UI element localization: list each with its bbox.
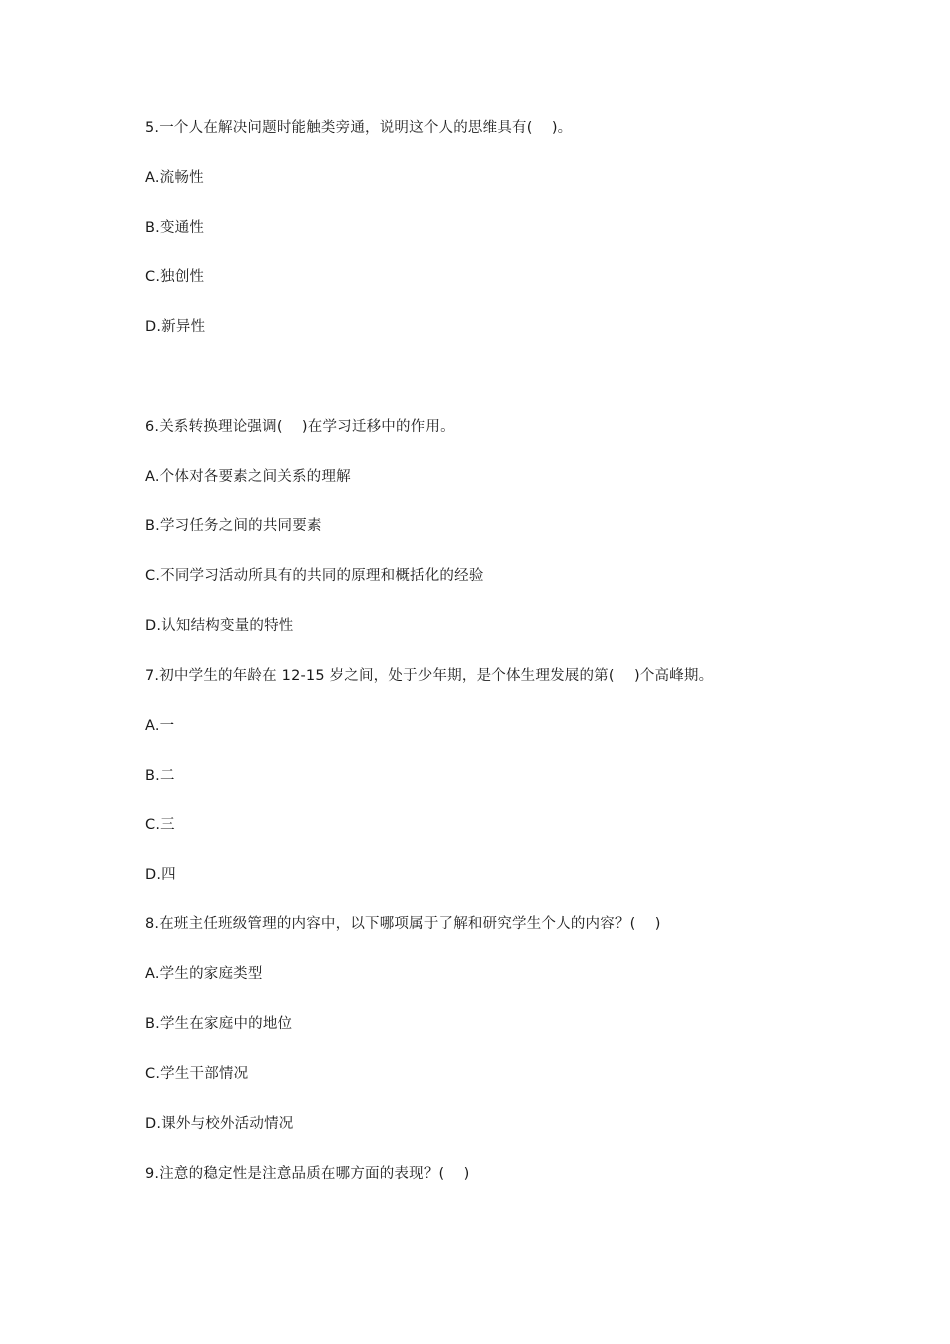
question-7-option-a: A.一	[145, 718, 175, 734]
question-8-option-d: D.课外与校外活动情况	[145, 1116, 294, 1132]
question-6-stem: 6.关系转换理论强调( )在学习迁移中的作用。	[145, 419, 455, 435]
question-6-option-a: A.个体对各要素之间关系的理解	[145, 469, 351, 485]
question-5-option-b: B.变通性	[145, 220, 205, 236]
question-6-option-b: B.学习任务之间的共同要素	[145, 518, 322, 534]
question-7-stem: 7.初中学生的年龄在 12-15 岁之间，处于少年期，是个体生理发展的第( )个高峰期。	[145, 668, 714, 684]
question-5-stem: 5.一个人在解决问题时能触类旁通，说明这个人的思维具有( )。	[145, 120, 573, 136]
question-8-option-a: A.学生的家庭类型	[145, 966, 263, 982]
question-9-stem: 9.注意的稳定性是注意品质在哪方面的表现？( )	[145, 1166, 470, 1182]
question-5-option-c: C.独创性	[145, 269, 205, 285]
question-8-option-b: B.学生在家庭中的地位	[145, 1016, 293, 1032]
question-7-option-b: B.二	[145, 768, 175, 784]
question-7-option-c: C.三	[145, 817, 175, 833]
question-8-option-c: C.学生干部情况	[145, 1066, 249, 1082]
question-6-option-d: D.认知结构变量的特性	[145, 618, 294, 634]
question-7-option-d: D.四	[145, 867, 176, 883]
question-5-option-a: A.流畅性	[145, 170, 204, 186]
question-6-option-c: C.不同学习活动所具有的共同的原理和概括化的经验	[145, 568, 484, 584]
question-8-stem: 8.在班主任班级管理的内容中，以下哪项属于了解和研究学生个人的内容？( )	[145, 916, 661, 932]
question-5-option-d: D.新异性	[145, 319, 206, 335]
